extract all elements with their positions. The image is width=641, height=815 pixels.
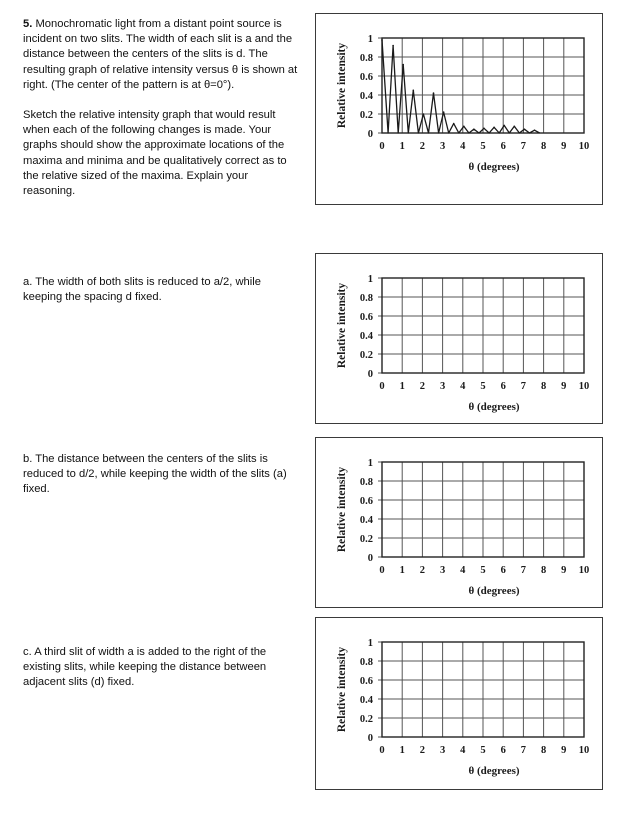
y-tick-label: 0.4	[359, 331, 373, 342]
y-tick-label: 1	[367, 274, 373, 285]
x-axis-label: θ (degrees)	[468, 765, 520, 777]
part-a-graph[interactable]	[316, 254, 604, 425]
y-tick-label: 0.8	[359, 53, 373, 64]
y-tick-label: 0.2	[359, 110, 373, 121]
x-tick-label: 4	[460, 565, 466, 576]
part-a-text: a. The width of both slits is reduced to a/2, while keeping the spacing d fixed.	[23, 276, 261, 304]
x-tick-label: 8	[540, 565, 547, 576]
x-tick-label: 6	[500, 745, 506, 756]
part-a-graph-panel[interactable]	[315, 253, 603, 424]
x-tick-label: 7	[520, 141, 527, 152]
x-tick-label: 4	[460, 381, 466, 392]
part-b-text: b. The distance between the centers of the slits is reduced to d/2, while keeping the width of the slits (a) fixed.	[23, 453, 287, 496]
x-tick-label: 6	[500, 381, 506, 392]
x-tick-label: 6	[500, 141, 506, 152]
x-tick-label: 8	[540, 745, 547, 756]
grid	[378, 462, 584, 557]
problem-statement	[23, 17, 299, 199]
y-tick-label: 0.6	[359, 496, 373, 507]
intensity-curve	[382, 40, 540, 133]
part-c-graph[interactable]	[316, 618, 604, 791]
problem-number: 5.	[23, 18, 33, 30]
x-tick-label: 8	[540, 141, 547, 152]
given-graph	[316, 14, 604, 206]
x-tick-label: 5	[480, 745, 486, 756]
x-tick-label: 10	[578, 141, 590, 152]
y-tick-label: 0.4	[359, 695, 373, 706]
x-axis-label: θ (degrees)	[468, 401, 520, 413]
x-tick-label: 5	[480, 381, 486, 392]
x-tick-label: 0	[379, 565, 385, 576]
x-tick-label: 10	[578, 565, 590, 576]
y-axis-label: Relative intensity	[336, 42, 348, 129]
x-tick-label: 3	[439, 565, 446, 576]
y-tick-label: 0.8	[359, 293, 373, 304]
x-tick-label: 2	[419, 565, 426, 576]
part-b-graph[interactable]	[316, 438, 604, 609]
part-c-graph-panel[interactable]	[315, 617, 603, 790]
y-tick-label: 0	[367, 733, 373, 744]
x-tick-label: 7	[520, 381, 527, 392]
x-tick-label: 7	[520, 745, 527, 756]
grid	[378, 278, 584, 373]
intensity-maximum-point	[463, 126, 465, 128]
x-tick-label: 9	[561, 745, 567, 756]
intensity-maximum-point	[433, 92, 435, 94]
y-axis-label: Relative intensity	[336, 466, 348, 553]
y-tick-label: 0.8	[359, 657, 373, 668]
intensity-maximum-point	[443, 111, 445, 113]
x-tick-label: 3	[439, 141, 446, 152]
y-tick-label: 0.2	[359, 714, 373, 725]
x-tick-label: 9	[561, 381, 567, 392]
intensity-maximum-point	[402, 64, 404, 66]
intensity-maximum-point	[514, 126, 516, 128]
y-tick-label: 1	[367, 638, 373, 649]
y-tick-label: 1	[367, 458, 373, 469]
y-tick-label: 0.4	[359, 91, 373, 102]
x-tick-label: 5	[480, 141, 486, 152]
grid	[378, 642, 584, 737]
y-tick-label: 0	[367, 553, 373, 564]
x-tick-label: 7	[520, 565, 527, 576]
y-axis-label: Relative intensity	[336, 282, 348, 369]
x-tick-label: 1	[399, 565, 405, 576]
intensity-maximum-point	[423, 113, 425, 115]
part-b-graph-panel[interactable]	[315, 437, 603, 608]
x-axis-label: θ (degrees)	[468, 161, 520, 173]
y-tick-label: 0.4	[359, 515, 373, 526]
instructions-text: Sketch the relative intensity graph that would result when each of the following changes is made. Your graphs should show the approximate locations of the maxima and minima and be qualitatively correct as to the relative sized of the maxima. Explain your reasoning.	[23, 109, 287, 198]
x-tick-label: 0	[379, 745, 385, 756]
x-tick-label: 6	[500, 565, 506, 576]
y-tick-label: 0.6	[359, 676, 373, 687]
y-axis-label: Relative intensity	[336, 646, 348, 733]
y-tick-label: 0	[367, 369, 373, 380]
given-graph-panel	[315, 13, 603, 205]
x-tick-label: 10	[578, 745, 590, 756]
x-tick-label: 1	[399, 745, 405, 756]
x-tick-label: 4	[460, 141, 466, 152]
x-tick-label: 0	[379, 141, 385, 152]
y-tick-label: 0.2	[359, 534, 373, 545]
intro-text: Monochromatic light from a distant point source is incident on two slits. The width of each slit is a and the distance between the centers of the slits is d. The resulting graph of relative intensity versus θ is shown at right. (The center of the pattern is at θ=0°).	[23, 18, 298, 91]
y-tick-label: 1	[367, 34, 373, 45]
x-tick-label: 3	[439, 745, 446, 756]
y-tick-label: 0	[367, 129, 373, 140]
y-tick-label: 0.8	[359, 477, 373, 488]
intensity-maximum-point	[534, 129, 536, 131]
x-tick-label: 0	[379, 381, 385, 392]
x-tick-label: 4	[460, 745, 466, 756]
x-tick-label: 2	[419, 381, 426, 392]
intensity-maximum-point	[381, 39, 383, 41]
y-tick-label: 0.2	[359, 350, 373, 361]
x-tick-label: 3	[439, 381, 446, 392]
intensity-maximum-point	[493, 127, 495, 129]
intensity-maximum-point	[483, 128, 485, 130]
x-tick-label: 1	[399, 141, 405, 152]
y-tick-label: 0.6	[359, 312, 373, 323]
x-tick-label: 5	[480, 565, 486, 576]
intensity-maximum-point	[473, 128, 475, 130]
x-tick-label: 9	[561, 565, 567, 576]
intensity-maximum-point	[453, 123, 455, 125]
y-tick-label: 0.6	[359, 72, 373, 83]
x-tick-label: 9	[561, 141, 567, 152]
intensity-maximum-point	[524, 128, 526, 130]
problem-intro	[23, 17, 299, 93]
x-tick-label: 8	[540, 381, 547, 392]
intensity-maximum-point	[392, 45, 394, 47]
x-axis-label: θ (degrees)	[468, 585, 520, 597]
x-tick-label: 2	[419, 745, 426, 756]
x-tick-label: 10	[578, 381, 590, 392]
grid	[378, 38, 584, 133]
x-tick-label: 1	[399, 381, 405, 392]
intensity-maximum-point	[413, 90, 415, 92]
x-tick-label: 2	[419, 141, 426, 152]
intensity-maximum-point	[503, 125, 505, 127]
part-c-text: c. A third slit of width a is added to the right of the existing slits, while keeping the distance between adjacent slits (d) fixed.	[23, 646, 267, 689]
